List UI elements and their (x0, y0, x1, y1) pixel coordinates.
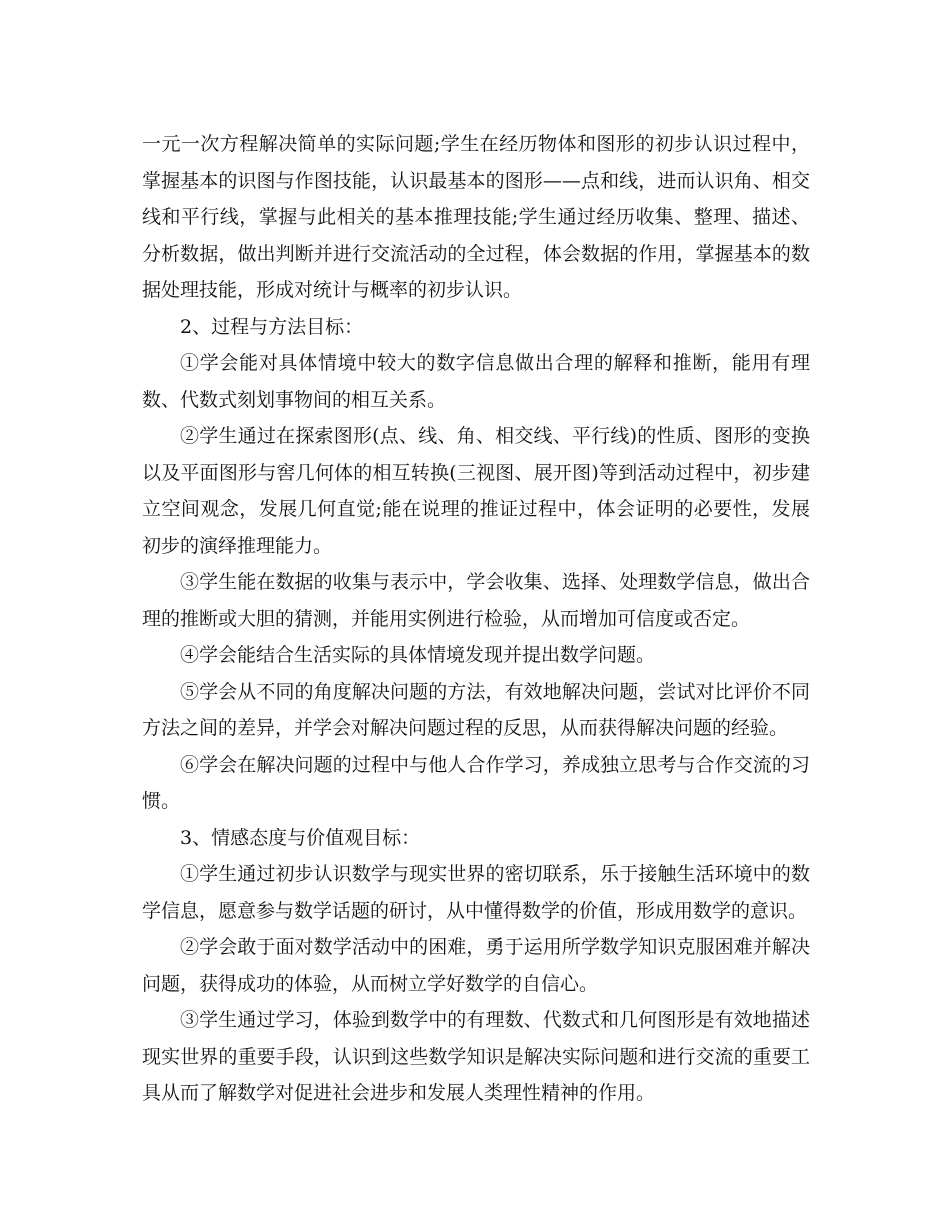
document-body (142, 126, 810, 1112)
paragraph-value-2: ②学会敢于面对数学活动中的困难，勇于运用所学数学知识克服困难并解决问题，获得成功的体验，从而树立学好数学的自信心。 (142, 936, 810, 995)
paragraph-item-2: ②学生通过在探索图形(点、线、角、相交线、平行线)的性质、图形的变换以及平面图形与窖几何体的相互转换(三视图、展开图)等到活动过程中，初步建立空间观念，发展几何直觉;能在说理的推证过程中，体会证明的必要性，发展初步的演绎推理能力。 (142, 425, 810, 557)
section-heading-process-methods: 2、过程与方法目标： (180, 315, 364, 338)
paragraph-item-3: ③学生能在数据的收集与表示中，学会收集、选择、处理数学信息，做出合理的推断或大胆的猜测，并能用实例进行检验，从而增加可信度或否定。 (142, 571, 810, 630)
paragraph-item-5: ⑤学会从不同的角度解决问题的方法，有效地解决问题，尝试对比评价不同方法之间的差异，并学会对解决问题过程的反思，从而获得解决问题的经验。 (142, 680, 810, 739)
paragraph-item-4: ④学会能结合生活实际的具体情境发现并提出数学问题。 (180, 644, 656, 666)
paragraph-value-3: ③学生通过学习，体验到数学中的有理数、代数式和几何图形是有效地描述现实世界的重要手段，认识到这些数学知识是解决实际问题和进行交流的重要工具从而了解数学对促进社会进步和发展人类理性精神的作用。 (142, 1009, 810, 1104)
section-heading-emotion-values: 3、情感态度与价值观目标： (180, 826, 421, 849)
paragraph-continuation: 一元一次方程解决简单的实际问题;学生在经历物体和图形的初步认识过程中，掌握基本的识图与作图技能，认识最基本的图形——点和线，进而认识角、相交线和平行线，掌握与此相关的基本推理技能;学生通过经历收集、整理、描述、分析数据，做出判断并进行交流活动的全过程，体会数据的作用，掌握基本的数据处理技能，形成对统计与概率的初步认识。 (142, 133, 810, 301)
paragraph-item-1: ①学会能对具体情境中较大的数字信息做出合理的解释和推断，能用有理数、代数式刻划事物间的相互关系。 (142, 352, 810, 411)
paragraph-item-6: ⑥学会在解决问题的过程中与他人合作学习，养成独立思考与合作交流的习惯。 (142, 753, 810, 812)
paragraph-value-1: ①学生通过初步认识数学与现实世界的密切联系，乐于接触生活环境中的数学信息，愿意参与数学话题的研讨，从中懂得数学的价值，形成用数学的意识。 (142, 863, 810, 922)
